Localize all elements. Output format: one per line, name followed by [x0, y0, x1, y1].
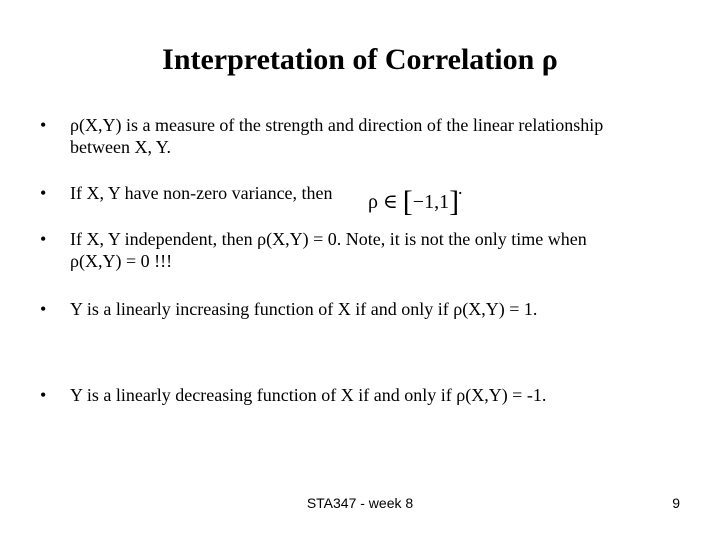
slide-title: Interpretation of Correlation ρ [162, 43, 558, 76]
slide-footer: STA347 - week 8 [306, 495, 414, 511]
bullet-definition [40, 114, 680, 158]
bullet-marker: • [40, 229, 47, 249]
bullet-line: Y is a linearly decreasing function of X if and only if ρ(X,Y) = -1. [70, 385, 547, 405]
bullet-text [70, 384, 670, 406]
formula-interval: −1,1 [412, 191, 450, 213]
formula-rho: ρ [368, 191, 378, 213]
bullet-marker: • [40, 115, 47, 135]
bullet-text [70, 298, 670, 320]
formula-open-bracket: [ [402, 185, 413, 218]
bullet-line: If X, Y independent, then ρ(X,Y) = 0. Note, it is not the only time when [70, 229, 587, 249]
formula-element-of: ∈ [382, 191, 398, 213]
bullet-line: ρ(X,Y) is a measure of the strength and direction of the linear relationship [70, 115, 604, 135]
bullet-line: ρ(X,Y) = 0 !!! [70, 251, 173, 271]
correlation-range-formula [368, 178, 463, 220]
page-number: 9 [672, 495, 680, 511]
bullet-increasing [40, 298, 680, 320]
formula-close-bracket: ] [449, 185, 460, 218]
bullet-marker: • [40, 385, 47, 405]
bullet-marker: • [40, 183, 47, 203]
bullet-line: between X, Y. [70, 137, 171, 157]
bullet-decreasing [40, 384, 680, 406]
bullet-line: Y is a linearly increasing function of X if and only if ρ(X,Y) = 1. [70, 299, 538, 319]
bullet-text [70, 228, 670, 272]
bullet-marker: • [40, 299, 47, 319]
formula-period: . [458, 178, 463, 198]
bullet-line: If X, Y have non-zero variance, then [70, 183, 333, 203]
bullet-variance [40, 182, 680, 204]
bullet-independence [40, 228, 680, 272]
bullet-text [70, 114, 670, 158]
